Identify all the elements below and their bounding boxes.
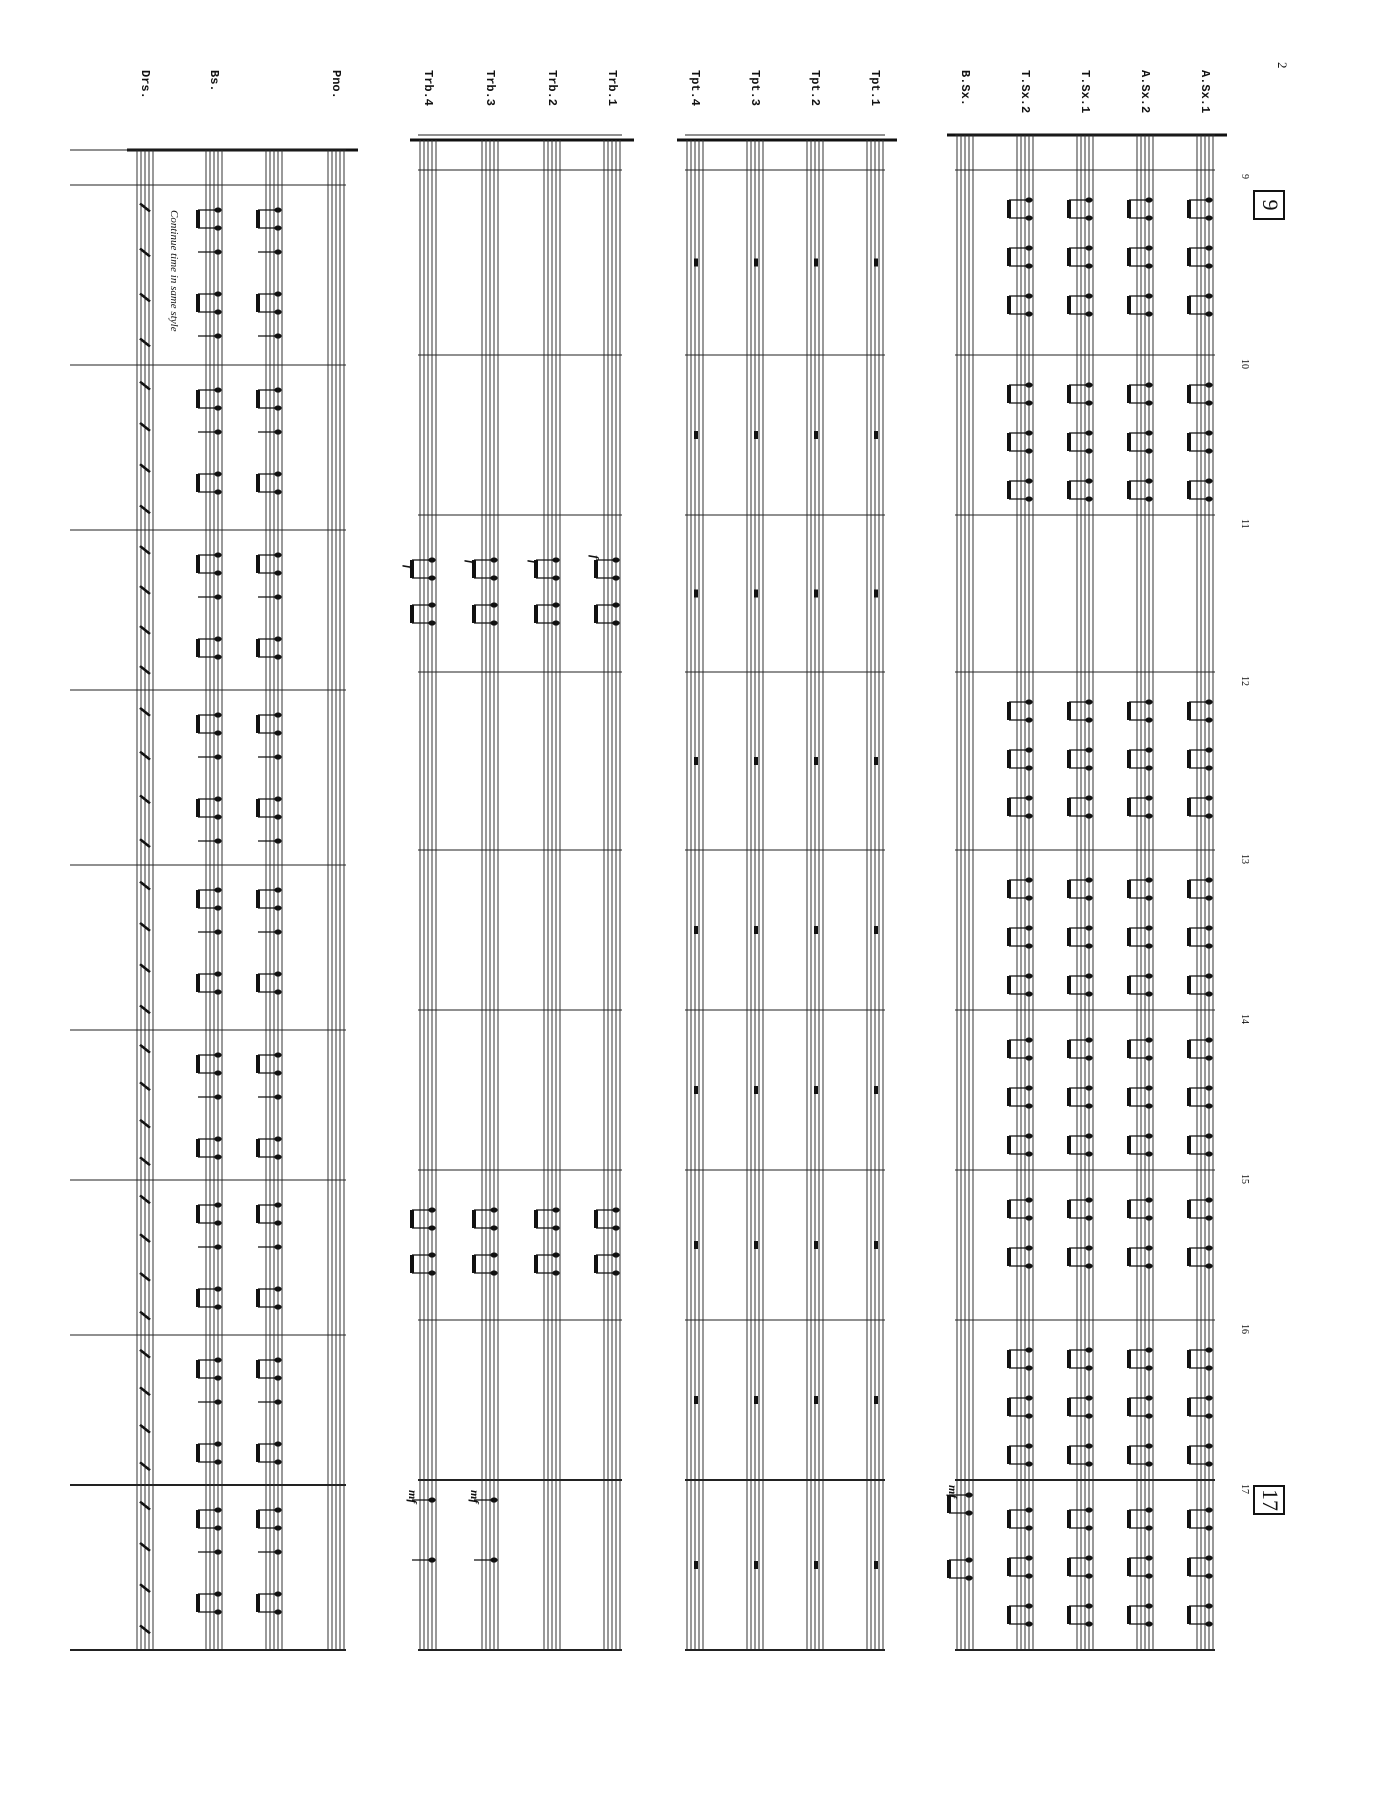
beam: [1007, 702, 1011, 720]
beam: [1007, 1088, 1011, 1106]
whole-rest: [874, 1086, 878, 1094]
beam: [196, 1594, 200, 1612]
beam: [472, 605, 476, 623]
whole-rest: [754, 590, 758, 598]
whole-rest: [754, 431, 758, 439]
beam: [256, 390, 260, 408]
beam: [1127, 928, 1131, 946]
beam: [256, 1289, 260, 1307]
beam: [1007, 976, 1011, 994]
measure-number: 10: [1239, 359, 1250, 369]
beam: [594, 605, 598, 623]
beam: [196, 1055, 200, 1073]
measure-number: 13: [1239, 854, 1250, 864]
whole-rest: [694, 259, 698, 267]
beam: [1007, 1200, 1011, 1218]
beam: [1067, 1248, 1071, 1266]
beam: [196, 555, 200, 573]
beam: [1007, 1606, 1011, 1624]
beam: [1007, 880, 1011, 898]
beam: [196, 799, 200, 817]
beam: [256, 210, 260, 228]
instrument-label: A.Sx.1: [1198, 70, 1212, 114]
beam: [534, 1255, 538, 1273]
beam: [1007, 1558, 1011, 1576]
trombone-dynamic-f-2: f: [527, 560, 541, 564]
whole-rest: [754, 259, 758, 267]
instrument-label: Trb.1: [605, 70, 619, 107]
beam: [1007, 928, 1011, 946]
beam: [196, 1444, 200, 1462]
beam: [256, 1205, 260, 1223]
beam: [196, 210, 200, 228]
trombone-dynamic-mf-2: mf: [406, 1490, 420, 1504]
trombone-dynamic-mf-1: mf: [468, 1490, 482, 1504]
beam: [1127, 798, 1131, 816]
beam: [256, 294, 260, 312]
bari-sax-dynamic-mf: mf: [946, 1485, 960, 1499]
measure-number: 14: [1239, 1014, 1250, 1024]
whole-rest: [814, 259, 818, 267]
whole-rest: [694, 926, 698, 934]
beam: [1127, 1088, 1131, 1106]
beam: [1007, 433, 1011, 451]
beam: [1007, 1350, 1011, 1368]
whole-rest: [874, 926, 878, 934]
beam: [1067, 481, 1071, 499]
beam: [1067, 200, 1071, 218]
instrument-label: Tpt.2: [808, 70, 822, 107]
whole-rest: [754, 757, 758, 765]
beam: [1187, 248, 1191, 266]
beam: [594, 560, 598, 578]
beam: [1187, 928, 1191, 946]
measure-number: 15: [1239, 1174, 1250, 1184]
whole-rest: [694, 1396, 698, 1404]
beam: [594, 1255, 598, 1273]
beam: [1187, 1446, 1191, 1464]
beam: [1187, 1136, 1191, 1154]
beam: [196, 1139, 200, 1157]
beam: [196, 639, 200, 657]
beam: [1187, 1510, 1191, 1528]
beam: [1067, 928, 1071, 946]
beam: [1067, 433, 1071, 451]
beam: [256, 890, 260, 908]
beam: [1127, 1510, 1131, 1528]
whole-rest: [754, 926, 758, 934]
instrument-label: Bs.: [207, 70, 221, 92]
beam: [1067, 1606, 1071, 1624]
beam: [1187, 200, 1191, 218]
page-number: 2: [1275, 62, 1290, 69]
beam: [1067, 1558, 1071, 1576]
beam: [1187, 433, 1191, 451]
beam: [1187, 798, 1191, 816]
beam: [534, 605, 538, 623]
beam: [1187, 1040, 1191, 1058]
beam: [1007, 1510, 1011, 1528]
beam: [1127, 200, 1131, 218]
beam: [196, 1360, 200, 1378]
whole-rest: [814, 1396, 818, 1404]
measure-number: 12: [1239, 676, 1250, 686]
beam: [410, 1255, 414, 1273]
beam: [1007, 1248, 1011, 1266]
whole-rest: [694, 431, 698, 439]
beam: [1127, 702, 1131, 720]
beam: [1187, 880, 1191, 898]
beam: [196, 1205, 200, 1223]
beam: [534, 1210, 538, 1228]
beam: [1127, 296, 1131, 314]
beam: [1187, 481, 1191, 499]
beam: [256, 1360, 260, 1378]
beam: [196, 474, 200, 492]
whole-rest: [814, 757, 818, 765]
beam: [256, 474, 260, 492]
beam: [1127, 248, 1131, 266]
beam: [1187, 702, 1191, 720]
beam: [1007, 248, 1011, 266]
beam: [1067, 248, 1071, 266]
beam: [1067, 976, 1071, 994]
beam: [410, 605, 414, 623]
instrument-label: T.Sx.1: [1078, 70, 1092, 114]
beam: [1127, 880, 1131, 898]
instrument-label: T.Sx.2: [1018, 70, 1032, 114]
instrument-label: Tpt.1: [868, 70, 882, 107]
whole-rest: [814, 1561, 818, 1569]
trombone-dynamic-f-1: f: [588, 555, 602, 559]
instrument-label: Trb.4: [421, 70, 435, 107]
beam: [256, 1139, 260, 1157]
beam: [1187, 1350, 1191, 1368]
beam: [472, 1210, 476, 1228]
beam: [1067, 1350, 1071, 1368]
beam: [1007, 1446, 1011, 1464]
rehearsal-mark-17: 17: [1253, 1485, 1285, 1515]
beam: [1127, 1248, 1131, 1266]
beam: [1067, 296, 1071, 314]
beam: [1127, 1200, 1131, 1218]
beam: [196, 294, 200, 312]
beam: [1187, 1200, 1191, 1218]
beam: [1187, 1398, 1191, 1416]
beam: [256, 639, 260, 657]
beam: [1127, 750, 1131, 768]
beam: [1127, 1040, 1131, 1058]
beam: [1007, 385, 1011, 403]
beam: [196, 1289, 200, 1307]
beam: [1187, 976, 1191, 994]
whole-rest: [754, 1241, 758, 1249]
beam: [196, 890, 200, 908]
beam: [410, 560, 414, 578]
beam: [1127, 1136, 1131, 1154]
whole-rest: [814, 1086, 818, 1094]
beam: [1007, 798, 1011, 816]
whole-rest: [694, 1241, 698, 1249]
whole-rest: [694, 590, 698, 598]
whole-rest: [814, 1241, 818, 1249]
beam: [1187, 750, 1191, 768]
beam: [1067, 750, 1071, 768]
beam: [1127, 1446, 1131, 1464]
beam: [256, 715, 260, 733]
beam: [1067, 1200, 1071, 1218]
beam: [1187, 296, 1191, 314]
instrument-label: Drs.: [138, 70, 152, 99]
beam: [1187, 385, 1191, 403]
beam: [1007, 1040, 1011, 1058]
beam: [196, 974, 200, 992]
beam: [1007, 750, 1011, 768]
instrument-label: B.Sx.: [958, 70, 972, 107]
beam: [1067, 798, 1071, 816]
instrument-label: Trb.2: [545, 70, 559, 107]
beam: [1127, 481, 1131, 499]
beam: [1007, 1136, 1011, 1154]
instrument-label: Tpt.3: [748, 70, 762, 107]
whole-rest: [814, 926, 818, 934]
beam: [1187, 1248, 1191, 1266]
whole-rest: [694, 1086, 698, 1094]
instrument-label: A.Sx.2: [1138, 70, 1152, 114]
whole-rest: [694, 757, 698, 765]
beam: [256, 799, 260, 817]
beam: [256, 1055, 260, 1073]
beam: [1127, 976, 1131, 994]
beam: [256, 974, 260, 992]
beam: [196, 1510, 200, 1528]
beam: [256, 1594, 260, 1612]
beam: [1007, 200, 1011, 218]
beam: [256, 1444, 260, 1462]
whole-rest: [754, 1086, 758, 1094]
beam: [1127, 385, 1131, 403]
beam: [256, 555, 260, 573]
whole-rest: [754, 1561, 758, 1569]
beam: [1127, 1398, 1131, 1416]
instrument-label: Pno.: [329, 70, 343, 99]
beam: [1067, 1040, 1071, 1058]
beam: [1067, 1136, 1071, 1154]
measure-number: 16: [1239, 1324, 1250, 1334]
beam: [256, 1510, 260, 1528]
whole-rest: [874, 1241, 878, 1249]
instrument-label: Tpt.4: [688, 70, 702, 107]
measure-number: 11: [1239, 519, 1250, 529]
measure-number: 17: [1239, 1484, 1250, 1494]
beam: [1067, 702, 1071, 720]
beam: [196, 390, 200, 408]
beam: [1127, 1350, 1131, 1368]
beam: [410, 1210, 414, 1228]
whole-rest: [814, 590, 818, 598]
beam: [196, 715, 200, 733]
beam: [1007, 296, 1011, 314]
beam: [1127, 1558, 1131, 1576]
beam: [947, 1560, 951, 1578]
whole-rest: [754, 1396, 758, 1404]
beam: [1067, 1510, 1071, 1528]
whole-rest: [814, 431, 818, 439]
whole-rest: [874, 259, 878, 267]
beam: [1187, 1606, 1191, 1624]
beam: [594, 1210, 598, 1228]
beam: [1127, 1606, 1131, 1624]
whole-rest: [874, 1396, 878, 1404]
trombone-dynamic-f-3: f: [464, 560, 478, 564]
beam: [1187, 1558, 1191, 1576]
whole-rest: [874, 590, 878, 598]
beam: [1187, 1088, 1191, 1106]
whole-rest: [874, 1561, 878, 1569]
beam: [1067, 1446, 1071, 1464]
drum-instruction: Continue time in same style: [168, 210, 180, 332]
beam: [1067, 880, 1071, 898]
beam: [1067, 1398, 1071, 1416]
instrument-label: Trb.3: [483, 70, 497, 107]
beam: [1127, 433, 1131, 451]
beam: [1007, 1398, 1011, 1416]
beam: [1067, 385, 1071, 403]
beam: [472, 1255, 476, 1273]
beam: [1007, 481, 1011, 499]
whole-rest: [694, 1561, 698, 1569]
rehearsal-mark-9: 9: [1253, 190, 1285, 220]
whole-rest: [874, 431, 878, 439]
whole-rest: [874, 757, 878, 765]
trombone-dynamic-f-4: f: [402, 565, 416, 569]
beam: [1067, 1088, 1071, 1106]
measure-number: 9: [1239, 174, 1250, 179]
